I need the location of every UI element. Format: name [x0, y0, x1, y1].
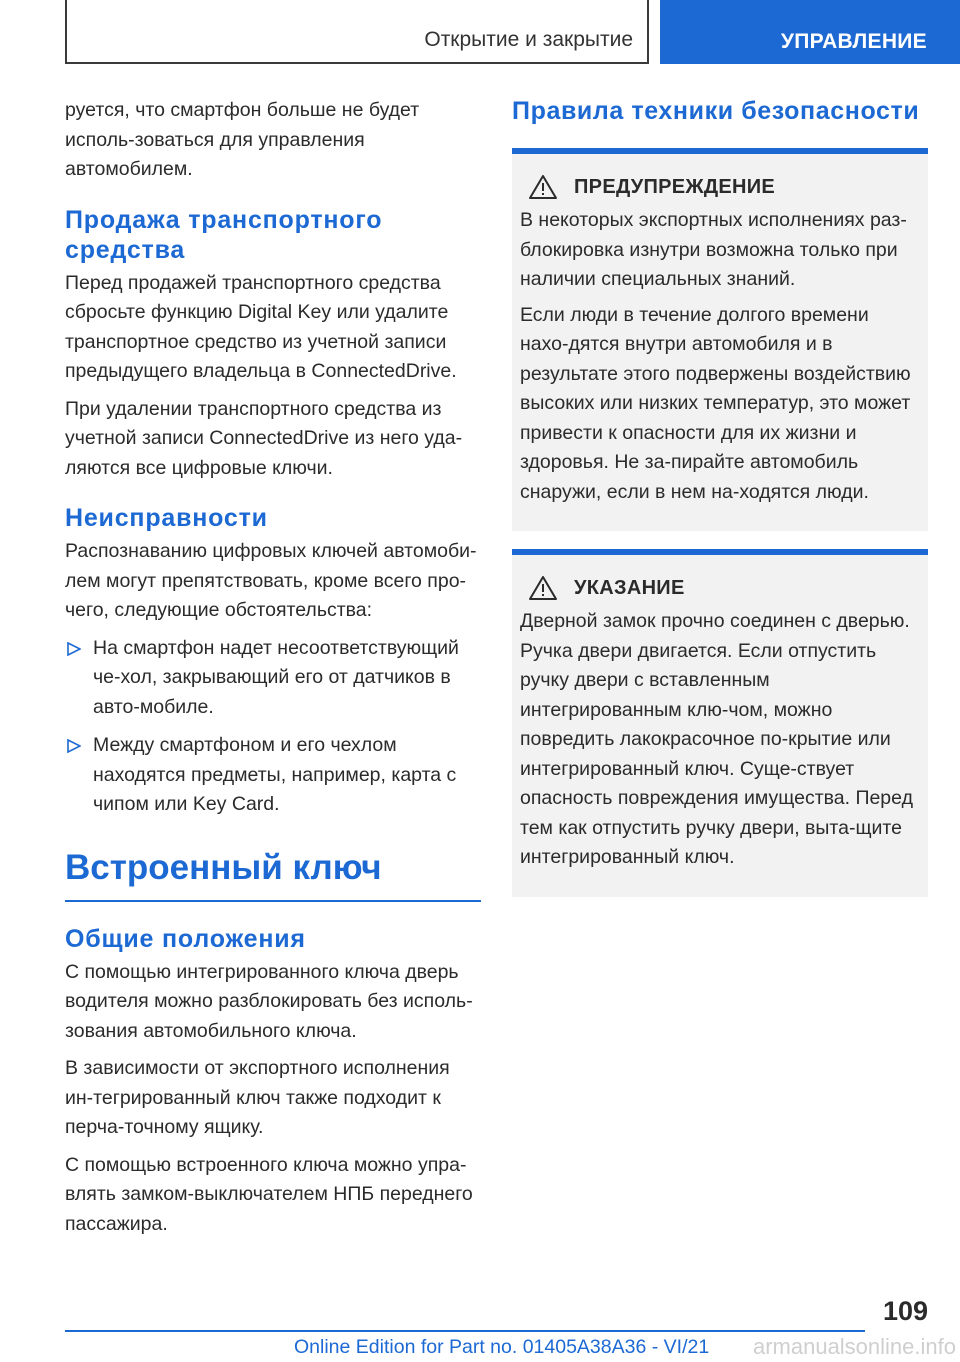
warning-paragraph-1: В некоторых экспортных исполнениях раз-блокировка изнутри возможна только при наличии специальных знаний.: [520, 209, 907, 290]
faults-paragraph: Распознаванию цифровых ключей автомоби-лем могут препятствовать, кроме всего про-чего, следующие обстоятельства:: [65, 540, 477, 621]
builtin-paragraph-3: С помощью встроенного ключа можно упра-влять замком-выключателем НПБ переднего пассажира.: [65, 1153, 473, 1235]
footer-edition: Online Edition for Part no. 01405A38A36 - VI/21: [294, 1336, 710, 1358]
header-section-title: Открытие и закрытие: [424, 28, 633, 51]
list-item: [65, 634, 481, 723]
safety-heading: Правила техники безопасности: [512, 97, 920, 125]
right-column: [512, 96, 928, 915]
watermark: armanualsonline.info: [752, 1334, 956, 1359]
warning-label: ПРЕДУПРЕЖДЕНИЕ: [574, 175, 776, 198]
bullet-triangle-icon: [67, 739, 81, 753]
footer-divider: [65, 1330, 865, 1332]
general-heading: Общие положения: [65, 924, 306, 953]
bullet-triangle-icon: [67, 642, 81, 656]
note-label: УКАЗАНИЕ: [574, 576, 685, 599]
header-chapter-title: УПРАВЛЕНИЕ: [780, 30, 927, 53]
sale-paragraph-2: При удалении транспортного средства из учетной записи ConnectedDrive из него уда-ляются все цифровые ключи.: [65, 397, 463, 479]
note-paragraph: Дверной замок прочно соединен с дверью. Ручка двери двигается. Если отпустить ручку двери с вставленным интегрированным клю-чом, можно повредить лакокрасочное по-крытие или интегрированный ключ. Суще-ствует опасность повреждения имущества. Перед тем как отпустить ручку двери, выта-щите интегрированный ключ.: [520, 610, 913, 868]
header-chapter-tab: [660, 0, 960, 64]
builtin-paragraph-1: С помощью интегрированного ключа дверь водителя можно разблокировать без исполь-зования автомобильного ключа.: [65, 960, 473, 1042]
sale-paragraph-1: Перед продажей транспортного средства сбросьте функцию Digital Key или удалите транспортное средство из учетной записи предыдущего владельца в ConnectedDrive.: [65, 271, 457, 382]
sale-heading: Продажа транспортного средства: [65, 205, 383, 264]
faults-heading: Неисправности: [65, 504, 268, 532]
bullet-text: На смартфон надет несоответствующий че-хол, закрывающий его от датчиков в авто-мобиле.: [93, 636, 459, 718]
note-box: [512, 549, 928, 897]
warning-triangle-icon: [528, 174, 558, 200]
warning-triangle-icon: [528, 575, 558, 601]
left-column: [65, 96, 481, 1247]
warning-box: [512, 148, 928, 531]
builtin-key-heading: Встроенный ключ: [65, 846, 481, 902]
warning-box-header: [520, 174, 920, 200]
intro-paragraph: руется, что смартфон больше не будет исполь-зоваться для управления автомобилем.: [65, 99, 420, 180]
faults-list: [65, 634, 481, 820]
header-section-tab: [65, 0, 649, 64]
bullet-text: Между смартфоном и его чехлом находятся предметы, например, карта с чипом или Key Card.: [93, 734, 457, 815]
warning-paragraph-2: Если люди в течение долгого времени нахо-дятся внутри автомобиля и в результате этого подвержены воздействию высоких или низких температур, это может привести к опасности для их жизни и здоровья. Не за-пирайте автомобиль снаружи, если в нем на-ходятся люди.: [520, 303, 911, 503]
note-box-header: [520, 575, 920, 601]
page-number: 109: [882, 1296, 928, 1326]
builtin-paragraph-2: В зависимости от экспортного исполнения ин-тегрированный ключ также подходит к перча-точному ящику.: [65, 1057, 450, 1138]
list-item: [65, 731, 481, 820]
